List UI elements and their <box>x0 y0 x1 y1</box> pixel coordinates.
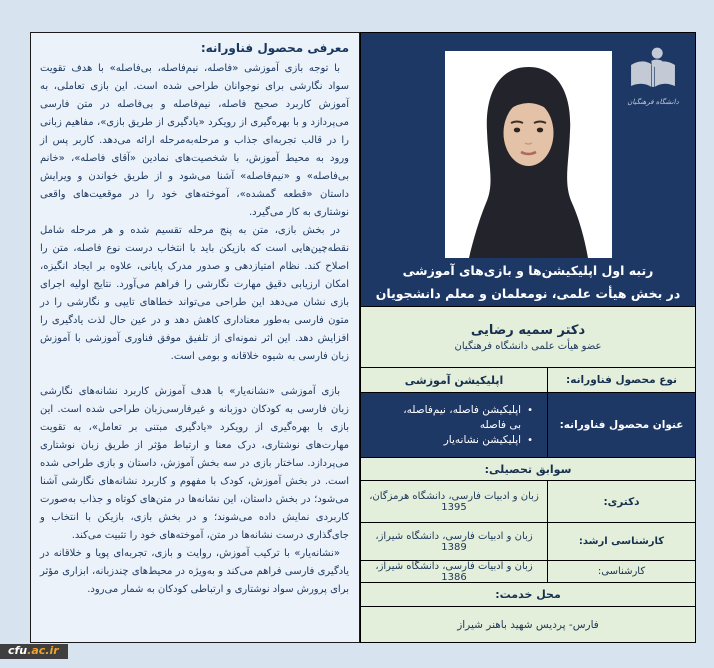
product-title-list <box>361 393 547 457</box>
bullet-dot-icon: • <box>527 434 533 446</box>
university-logo-caption: دانشگاه فرهنگیان <box>627 98 679 106</box>
workplace-section-header: محل خدمت: <box>361 582 695 606</box>
education-section-header: سوابق تحصیلی: <box>361 457 695 480</box>
profile-header <box>361 33 695 306</box>
product-type-value: اپلیکیشن آموزشی <box>404 373 504 387</box>
badge-text-bold: cfu <box>8 644 28 657</box>
article-panel <box>30 32 360 643</box>
profile-panel <box>360 32 696 643</box>
article-heading: معرفی محصول فناورانه: <box>200 41 349 55</box>
article-paragraph: با توجه بازی آموزشی «فاصله، نیم‌فاصله، بی‌فاصله» با هدف تقویت سواد نگارشی برای نوجوانان طراحی شده است. این بازی تعاملی، به آموزش کاربرد صحیح فاصله، نیم‌فاصله و بی‌فاصله در متن فارسی می‌پردازد و با بهره‌گیری از رویکرد «یادگیری از طریق بازی»، مفاهیم زبانی را در قالب تجربه‌ای جذاب و مرحله‌به‌مرحله ارائه می‌دهد. کاربر پس از ورود به محیط آموزش، با شخصیت‌های نمادین «آقای فاصله»، «خانم بی‌فاصله» و «نیم‌فاصله» آشنا می‌شود و از طریق خواندن و ویرایش داستان «قطعه گمشده»، آموخته‌های خود را در موقعیت‌های واقعی نوشتاری به کار می‌گیرد. <box>40 63 349 218</box>
list-item <box>444 433 533 448</box>
bullet-dot-icon: • <box>527 404 533 416</box>
table-row-masters <box>361 522 695 560</box>
row-product-title <box>361 392 695 457</box>
masters-value: زبان و ادبیات فارسی، دانشگاه شیراز، 1389 <box>375 530 533 553</box>
article-paragraph: بازی آموزشی «نشانه‌یار» با هدف آموزش کاربرد نشانه‌های نگارشی زبان فارسی به کودکان دوزبانه و غیرفارسی‌زبان طراحی شده است. این بازی با بهره‌گیری از رویکرد «یادگیری مبتنی بر تعامل»، به تقویت مهارت‌های نوشتاری، درک معنا و ارتباط مؤثر از طریق زبان نوشتاری می‌پردازد. ساختار بازی در سه بخش آموزش، داستان و بازی طراحی شده است. در بخش آموزش، کودک با مفهوم و کاربرد نشانه‌های نگارشی آشنا می‌شود؛ در بخش داستان، این نشانه‌ها در متن‌های کوتاه و جذاب به‌صورت کاربردی نمایش داده می‌شوند؛ و در بخش بازی، بازیکن با انتخاب و جای‌گذاری درست نشانه‌ها در متن، آموخته‌های خود را تثبیت می‌کند. <box>40 386 349 541</box>
masters-label: کارشناسی ارشد: <box>547 523 695 560</box>
doctorate-label: دکتری: <box>547 481 695 522</box>
article-paragraph: در بخش بازی، متن به پنج مرحله تقسیم شده و هر مرحله شامل نقطه‌چین‌هایی است که بازیکن باید با انتخاب درست نوع فاصله، متن را اصلاح کند. نظام امتیازدهی و صدور مدرک پایانی، علاوه بر ایجاد انگیزه، امکان ارزیابی دقیق مهارت نگارشی را فراهم می‌آورد. نتایج اولیه اجرای بازی نشان می‌دهد این طراحی می‌تواند خطاهای تایپی و نگارشی را در متون فارسی به‌طور معناداری کاهش دهد و در عین حال لذت یادگیری را افزایش دهد. این اثر نمونه‌ای از تلفیق موفق فناوری آموزشی با آموزش زبان فارسی به شیوه خلاقانه و بومی است. <box>40 225 349 362</box>
bullet-item-text: اپلیکیشن نشانه‌یار <box>443 433 522 446</box>
cfu-site-badge <box>0 644 68 659</box>
farhangian-university-logo-icon <box>626 43 680 97</box>
rank-title-line2: در بخش هیأت علمی، نومعلمان و معلم دانشجویان <box>375 286 681 301</box>
article-paragraph: «نشانه‌یار» با ترکیب آموزش، روایت و بازی، تجربه‌ای پویا و خلاقانه در یادگیری فارسی فراهم می‌کند و به‌ویژه در محیط‌های چندزبانه، ابزاری مؤثر برای پرورش سواد نوشتاری و ارتباطی کودکان به شمار می‌رود. <box>40 548 349 595</box>
table-row-bachelors <box>361 560 695 582</box>
university-logo <box>615 43 691 106</box>
bullet-item-text: اپلیکیشن فاصله، نیم‌فاصله، بی فاصله <box>403 403 522 431</box>
product-title-label: عنوان محصول فناورانه: <box>547 393 695 457</box>
rank-title-line1: رتبه اول اپلیکیشن‌ها و بازی‌های آموزشی <box>402 263 654 278</box>
person-name-cell <box>361 306 695 367</box>
rank-title <box>361 258 695 305</box>
product-type-label: نوع محصول فناورانه: <box>547 368 695 392</box>
workplace-value: فارس- پردیس شهید باهنر شیراز <box>361 606 695 642</box>
bachelors-value: زبان و ادبیات فارسی، دانشگاه شیراز، 1386 <box>375 560 533 583</box>
bachelors-label: کارشناسی: <box>547 561 695 582</box>
badge-text-rest: .ac.ir <box>27 644 59 657</box>
content-sheet <box>30 32 696 643</box>
row-product-type <box>361 367 695 392</box>
portrait-photo <box>445 51 612 258</box>
doctorate-value: زبان و ادبیات فارسی، دانشگاه هرمزگان، 1395 <box>369 490 539 513</box>
person-role: عضو هیأت علمی دانشگاه فرهنگیان <box>454 340 602 352</box>
person-name: دکتر سمیه رضایی <box>470 322 586 338</box>
table-row-doctorate <box>361 480 695 522</box>
list-item <box>391 403 533 433</box>
